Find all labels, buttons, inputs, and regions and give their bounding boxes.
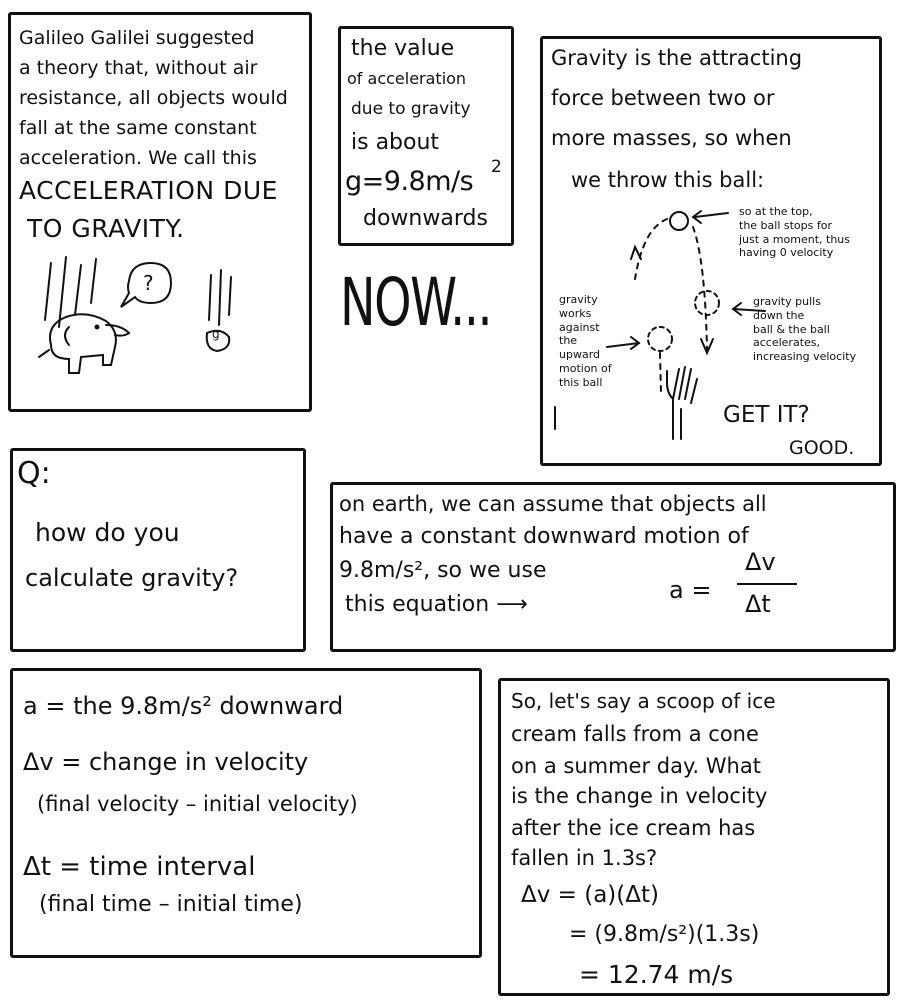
panel-ice-cream-example	[498, 678, 890, 996]
example-line-6: fallen in 1.3s?	[511, 846, 658, 870]
gravity-value-exponent: 2	[491, 157, 502, 177]
definition-dv-detail: (final velocity – initial velocity)	[37, 792, 358, 816]
equation-lhs: a =	[669, 576, 712, 604]
equation-denominator: Δt	[745, 590, 771, 618]
panel-question	[10, 448, 306, 652]
value-line-3: due to gravity	[351, 99, 471, 119]
ball-line-2: force between two or	[551, 86, 775, 110]
top-note: so at the top, the ball stops for just a moment, thus having 0 velocity	[739, 205, 850, 260]
galileo-line-1: Galileo Galilei suggested	[19, 27, 255, 49]
falling-elephant-illustration	[11, 255, 315, 415]
calc-line-1: Δv = (a)(Δt)	[521, 882, 659, 908]
example-line-4: is the change in velocity	[511, 784, 768, 808]
galileo-line-5: acceleration. We call this	[19, 147, 257, 169]
left-note: gravity works against the upward motion of this ball	[559, 293, 612, 389]
panel-galileo	[8, 12, 312, 412]
value-line-1: the value	[351, 36, 455, 61]
equation-line-2: have a constant downward motion of	[339, 524, 749, 549]
galileo-line-4: fall at the same constant	[19, 117, 257, 139]
fraction-bar	[737, 583, 797, 585]
ball-line-3: more masses, so when	[551, 126, 792, 150]
galileo-line-2: a theory that, without air	[19, 57, 258, 79]
calc-line-2: = (9.8m/s²)(1.3s)	[569, 922, 760, 947]
to-gravity-heading: TO GRAVITY.	[27, 214, 185, 243]
question-line-2: calculate gravity?	[25, 564, 239, 592]
example-line-2: cream falls from a cone	[511, 722, 759, 746]
panel-gravity-ball	[540, 36, 882, 466]
value-line-2: of acceleration	[347, 69, 467, 88]
equation-numerator: Δv	[745, 548, 776, 576]
rock-mark: g	[212, 327, 220, 341]
now-text: NOW...	[340, 264, 492, 341]
gravity-value: g=9.8m/s	[345, 166, 474, 197]
panel-equation	[330, 482, 896, 652]
good-text: GOOD.	[789, 437, 855, 459]
definition-dt-detail: (final time – initial time)	[39, 892, 303, 917]
equation-line-1: on earth, we can assume that objects all	[339, 492, 767, 516]
acceleration-due-heading: ACCELERATION DUE	[19, 176, 278, 205]
ball-line-4: we throw this ball:	[571, 168, 765, 192]
galileo-line-3: resistance, all objects would	[19, 87, 288, 109]
gravity-direction: downwards	[363, 206, 488, 231]
right-note: gravity pulls down the ball & the ball accelerates, increasing velocity	[753, 295, 857, 363]
example-line-3: on a summer day. What	[511, 754, 761, 778]
definition-dv: Δv = change in velocity	[23, 748, 309, 776]
get-it-text: GET IT?	[723, 402, 810, 428]
equation-line-4: this equation ⟶	[345, 592, 528, 617]
equation-line-3: 9.8m/s², so we use	[339, 558, 547, 583]
value-line-4: is about	[351, 130, 440, 155]
example-line-5: after the ice cream has	[511, 816, 756, 840]
ball-line-1: Gravity is the attracting	[551, 46, 803, 70]
question-line-1: how do you	[35, 518, 180, 547]
example-line-1: So, let's say a scoop of ice	[511, 689, 776, 713]
speech-question-mark: ?	[143, 271, 154, 295]
definition-dt: Δt = time interval	[23, 852, 256, 882]
question-label: Q:	[17, 456, 51, 491]
panel-definitions	[10, 668, 482, 958]
calc-line-3: = 12.74 m/s	[579, 960, 734, 989]
definition-a: a = the 9.8m/s² downward	[23, 692, 344, 720]
panel-gravity-value	[338, 26, 514, 246]
